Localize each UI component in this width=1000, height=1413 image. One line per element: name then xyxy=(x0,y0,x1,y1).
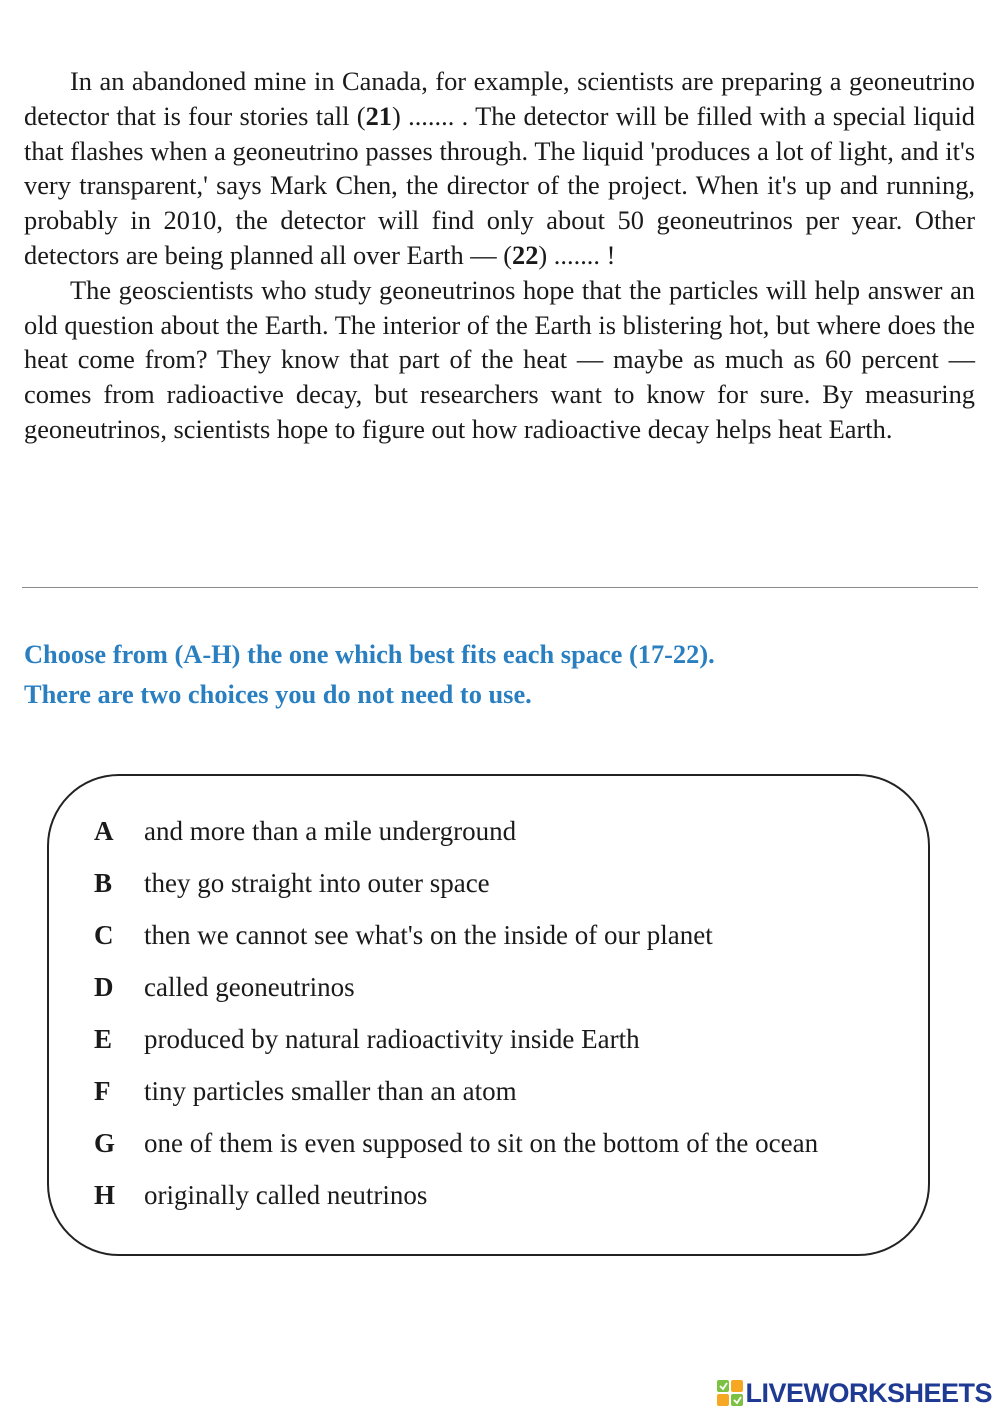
section-divider xyxy=(22,587,978,588)
option-text: and more than a mile underground xyxy=(144,816,517,846)
instruction-line-2: There are two choices you do not need to use. xyxy=(24,679,532,709)
option-letter: C xyxy=(94,920,114,950)
option-letter: E xyxy=(94,1024,113,1054)
option-h xyxy=(94,1175,427,1215)
option-text: then we cannot see what's on the inside of our planet xyxy=(144,920,713,950)
reading-passage xyxy=(24,64,975,447)
option-f xyxy=(94,1071,517,1111)
liveworksheets-logo[interactable] xyxy=(717,1376,992,1410)
option-letter: D xyxy=(94,972,114,1002)
passage-paragraph-1 xyxy=(24,64,975,273)
option-letter: G xyxy=(94,1128,116,1158)
option-c xyxy=(94,915,713,955)
option-text: tiny particles smaller than an atom xyxy=(144,1076,517,1106)
option-d xyxy=(94,967,355,1007)
task-instructions xyxy=(24,634,974,714)
option-letter: B xyxy=(94,868,113,898)
option-e xyxy=(94,1019,640,1059)
gap-number-21: 21 xyxy=(365,100,392,131)
gap-number-22: 22 xyxy=(512,239,539,270)
passage-paragraph-2: The geoscientists who study geoneutrinos hope that the particles will help answer an old question about the Earth. The interior of the Earth is blistering hot, but where does the heat come from? They know that part of the heat — maybe as much as 60 percent — comes from radioactive decay, but researchers want to know for sure. By measuring geoneutrinos, scientists hope to figure out how radioactive decay helps heat Earth. xyxy=(24,274,975,444)
option-letter: H xyxy=(94,1180,116,1210)
option-text: produced by natural radioactivity inside Earth xyxy=(144,1024,640,1054)
option-letter: F xyxy=(94,1076,111,1106)
option-a xyxy=(94,811,516,851)
paragraph-1-text-part-2: ) ....... . The detector will be filled with a special liquid that flashes when a geoneutrino passes through. The liquid 'produces a lot of light, and it's very transparent,' says Mark Chen, the director of the project. When it's up and running, probably in 2010, the detector will find only about 50 geoneutrinos per year. Other detectors are being planned all over Earth — ( xyxy=(24,100,975,270)
option-text: one of them is even supposed to sit on the bottom of the ocean xyxy=(144,1128,819,1158)
option-text: originally called neutrinos xyxy=(144,1180,428,1210)
instruction-line-1: Choose from (A-H) the one which best fits each space (17-22). xyxy=(24,639,715,669)
option-b xyxy=(94,863,490,903)
option-letter: A xyxy=(94,816,114,846)
logo-text: LIVEWORKSHEETS xyxy=(745,1377,992,1408)
paragraph-1-text-part-3: ) ....... ! xyxy=(538,239,616,270)
paragraph-1-text-part-1: In an abandoned mine in Canada, for example, scientists are preparing a geoneutrino detector that is four stories tall ( xyxy=(24,66,975,131)
option-text: they go straight into outer space xyxy=(144,868,490,898)
liveworksheets-logo-icon xyxy=(717,1380,743,1406)
option-g xyxy=(94,1123,818,1163)
option-text: called geoneutrinos xyxy=(144,972,355,1002)
